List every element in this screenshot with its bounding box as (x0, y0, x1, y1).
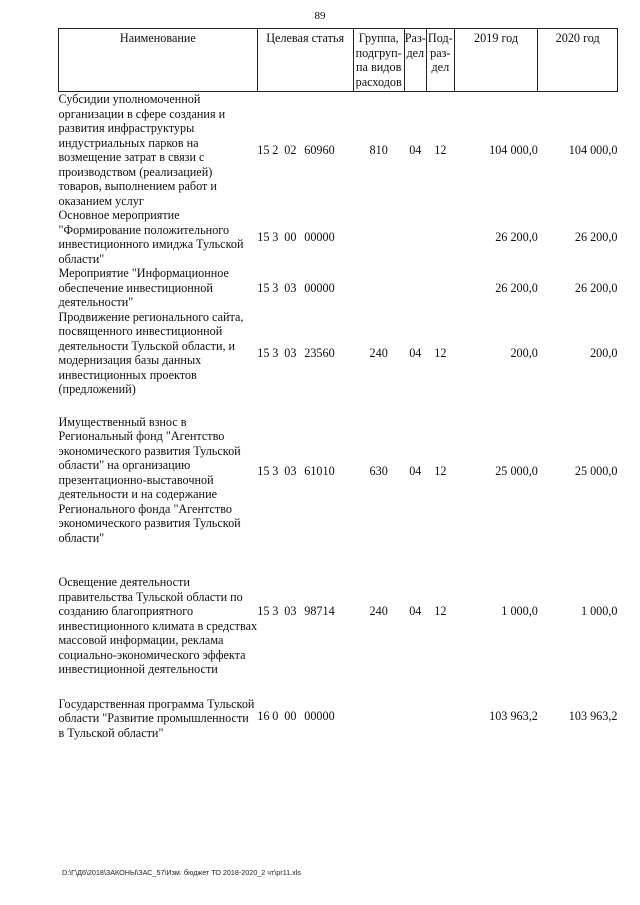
row-target-article: 15 3 03 23560 (257, 345, 335, 360)
row-name: Мероприятие "Информационное обеспечение инвестиционной деятельности" (58, 266, 229, 309)
row-target-article: 15 3 03 00000 (257, 280, 335, 295)
header-year-2019 (454, 29, 538, 92)
row-name: Субсидии уполномоченной организации в сфере создания и развития инфраструктуры индустриальных парков на возмещение затрат в связи с производством (реализацией) товаров, выполнением работ и оказанием услуг (58, 92, 226, 208)
row-name: Освещение деятельности правительства Тульской области по созданию благоприятного инвестиционного климата в средствах массовой информации, реклама социально-экономического эффекта инвестиционной деятельности (58, 575, 258, 676)
table-row (59, 677, 618, 741)
row-subsection: 12 (434, 142, 447, 157)
row-amount-2020: 25 000,0 (574, 463, 618, 478)
header-name (59, 29, 258, 92)
row-section: 04 (409, 463, 422, 478)
row-amount-2020: 26 200,0 (574, 280, 618, 295)
footer-file-path: D:\Г\Д6\2018\ЗАКОНЫ\ЗАС_57\Изм. бюджет ТО 2018-2020_2 чт\pr11.xls (62, 868, 301, 877)
row-name: Основное мероприятие "Формирование положительного инвестиционного имиджа Тульской области" (58, 208, 244, 266)
row-subsection: 12 (434, 603, 447, 618)
row-target-article: 15 3 03 98714 (257, 603, 335, 618)
row-section (404, 208, 426, 266)
header-target-article (257, 29, 353, 92)
row-subsection: 12 (434, 463, 447, 478)
row-amount-2019: 1 000,0 (501, 603, 538, 618)
header-year-2020-label: 2020 год (555, 31, 600, 45)
row-section (404, 266, 426, 310)
row-group: 810 (369, 142, 388, 157)
header-year-2020 (538, 29, 618, 92)
budget-table (58, 28, 618, 740)
row-amount-2020: 104 000,0 (568, 142, 618, 157)
row-group: 630 (369, 463, 388, 478)
row-name: Продвижение регионального сайта, посвященного инвестиционной деятельности Тульской области, и модернизация базы данных инвестиционных проектов (предложений) (58, 309, 244, 396)
table-header-row (59, 29, 618, 92)
header-section-label: Раз-дел (404, 31, 426, 60)
row-group: 240 (369, 603, 388, 618)
header-year-2019-label: 2019 год (474, 31, 519, 45)
row-subsection (426, 266, 454, 310)
row-target-article: 15 3 00 00000 (257, 229, 335, 244)
header-target-article-label: Целевая статья (266, 31, 345, 45)
row-amount-2020: 200,0 (590, 345, 618, 360)
row-amount-2019: 104 000,0 (489, 142, 538, 157)
row-amount-2020: 1 000,0 (580, 603, 618, 618)
row-subsection (426, 208, 454, 266)
row-target-article: 15 3 03 61010 (257, 463, 335, 478)
row-amount-2019: 25 000,0 (495, 463, 538, 478)
row-target-article: 15 2 02 60960 (257, 142, 335, 157)
row-amount-2020: 103 963,2 (568, 709, 618, 723)
row-subsection: 12 (434, 345, 447, 360)
row-amount-2019: 26 200,0 (495, 280, 538, 295)
header-subsection (426, 29, 454, 92)
row-group (353, 208, 404, 266)
table-row (59, 266, 618, 310)
row-section: 04 (409, 603, 422, 618)
table-row (59, 397, 618, 546)
header-section (404, 29, 426, 92)
row-group (353, 266, 404, 310)
row-amount-2019: 103 963,2 (489, 709, 538, 723)
header-name-label: Наименование (119, 31, 196, 45)
table-row (59, 310, 618, 397)
row-amount-2020: 26 200,0 (574, 229, 618, 244)
header-group (353, 29, 404, 92)
row-section (404, 677, 426, 741)
row-section: 04 (409, 142, 422, 157)
row-target-article: 16 0 00 00000 (257, 709, 335, 723)
header-subsection-label: Под-раз-дел (427, 31, 453, 74)
row-group (353, 677, 404, 741)
table-row (59, 545, 618, 677)
row-name: Государственная программа Тульской области "Развитие промышленности в Тульской области" (58, 696, 255, 740)
row-group: 240 (369, 345, 388, 360)
row-section: 04 (409, 345, 422, 360)
row-name: Имущественный взнос в Региональный фонд "Агентство экономического развития Тульской области" на организацию презентационно-выставочной деятельности и на содержание Регионального фонда "Агентство экономического развития Тульской области" (58, 414, 241, 545)
page-number: 89 (314, 10, 326, 22)
row-amount-2019: 200,0 (510, 345, 538, 360)
header-group-label: Группа, подгруп-па видов расходов (355, 31, 402, 89)
row-subsection (426, 677, 454, 741)
table-row (59, 92, 618, 209)
row-amount-2019: 26 200,0 (495, 229, 538, 244)
table-row (59, 208, 618, 266)
